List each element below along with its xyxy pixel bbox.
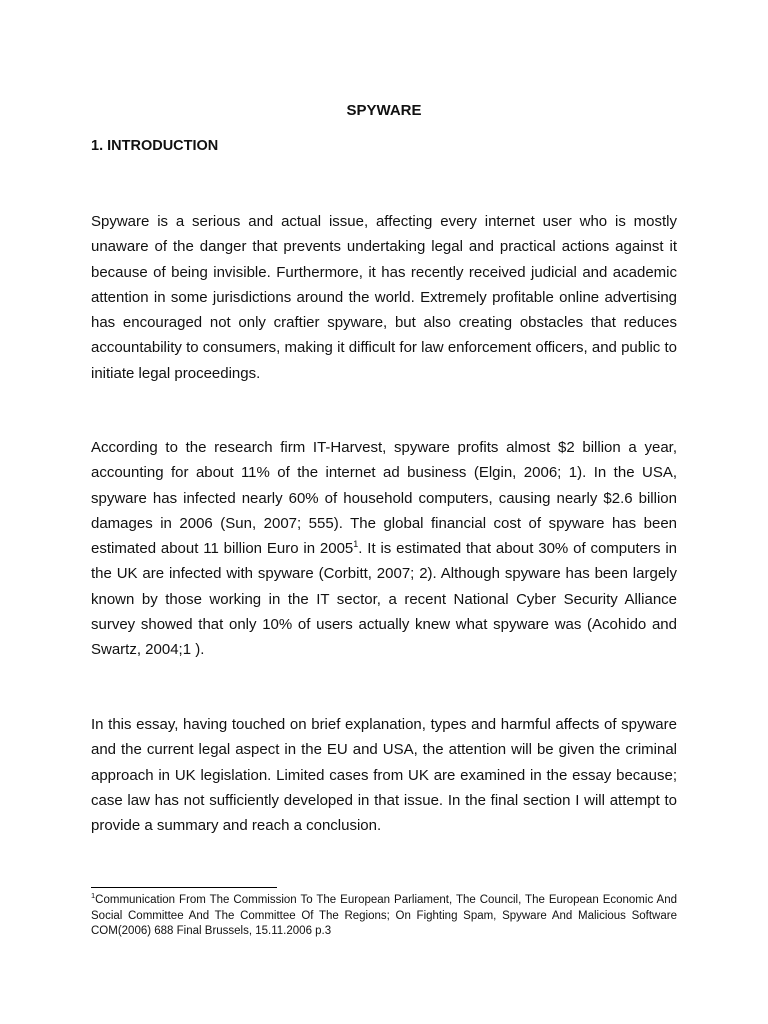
paragraph-statistics [91,435,677,663]
paragraph-essay-outline: In this essay, having touched on brief explanation, types and harmful affects of spyware and the current legal aspect in the EU and USA, the attention will be given the criminal approach in UK legislation. Limited cases from UK are examined in the essay because; case law has not sufficiently developed in that issue. In the final section I will attempt to provide a summary and reach a conclusion. [91,716,677,835]
paragraph-statistics-part-a: According to the research firm IT-Harvest, spyware profits almost $2 billion a year, accounting for about 11% of the internet ad business (Elgin, 2006; 1). In the USA, spyware has infected nearly 60% of household computers, causing nearly $2.6 billion damages in 2006 (Sun, 2007; 555). The global financial cost of spyware has been estimated about 11 billion Euro in 2005 [91,439,677,558]
document-title: SPYWARE [346,102,422,119]
paragraph-introduction: Spyware is a serious and actual issue, affecting every internet user who is mostly unaware of the danger that prevents undertaking legal and practical actions against it because of being invisible. Furthermore, it has recently received judicial and academic attention in some jurisdictions around the world. Extremely profitable online advertising has encouraged not only craftier spyware, but also creating obstacles that reduces accountability to consumers, making it difficult for law enforcement officers, and public to initiate legal proceedings. [91,213,677,382]
section-heading: 1. INTRODUCTION [91,138,219,154]
footnote-text: Communication From The Commission To The European Parliament, The Council, The European Economic And Social Committee And The Committee Of The Regions; On Fighting Spam, Spyware And Malicious Software COM(2006) 688 Final Brussels, 15.11.2006 p.3 [91,894,677,937]
footnote-marker: 1 [91,891,96,901]
footnote [91,893,677,940]
footnote-divider [91,887,277,888]
paragraph-statistics-part-b: . It is estimated that about 30% of computers in the UK are infected with spyware (Corbitt, 2007; 2). Although spyware has been largely known by those working in the IT sector, a recent National Cyber Security Alliance survey showed that only 10% of users actually knew what spyware was (Acohido and Swartz, 2004;1 ). [91,540,677,659]
footnote-reference[interactable]: 1 [353,539,359,550]
